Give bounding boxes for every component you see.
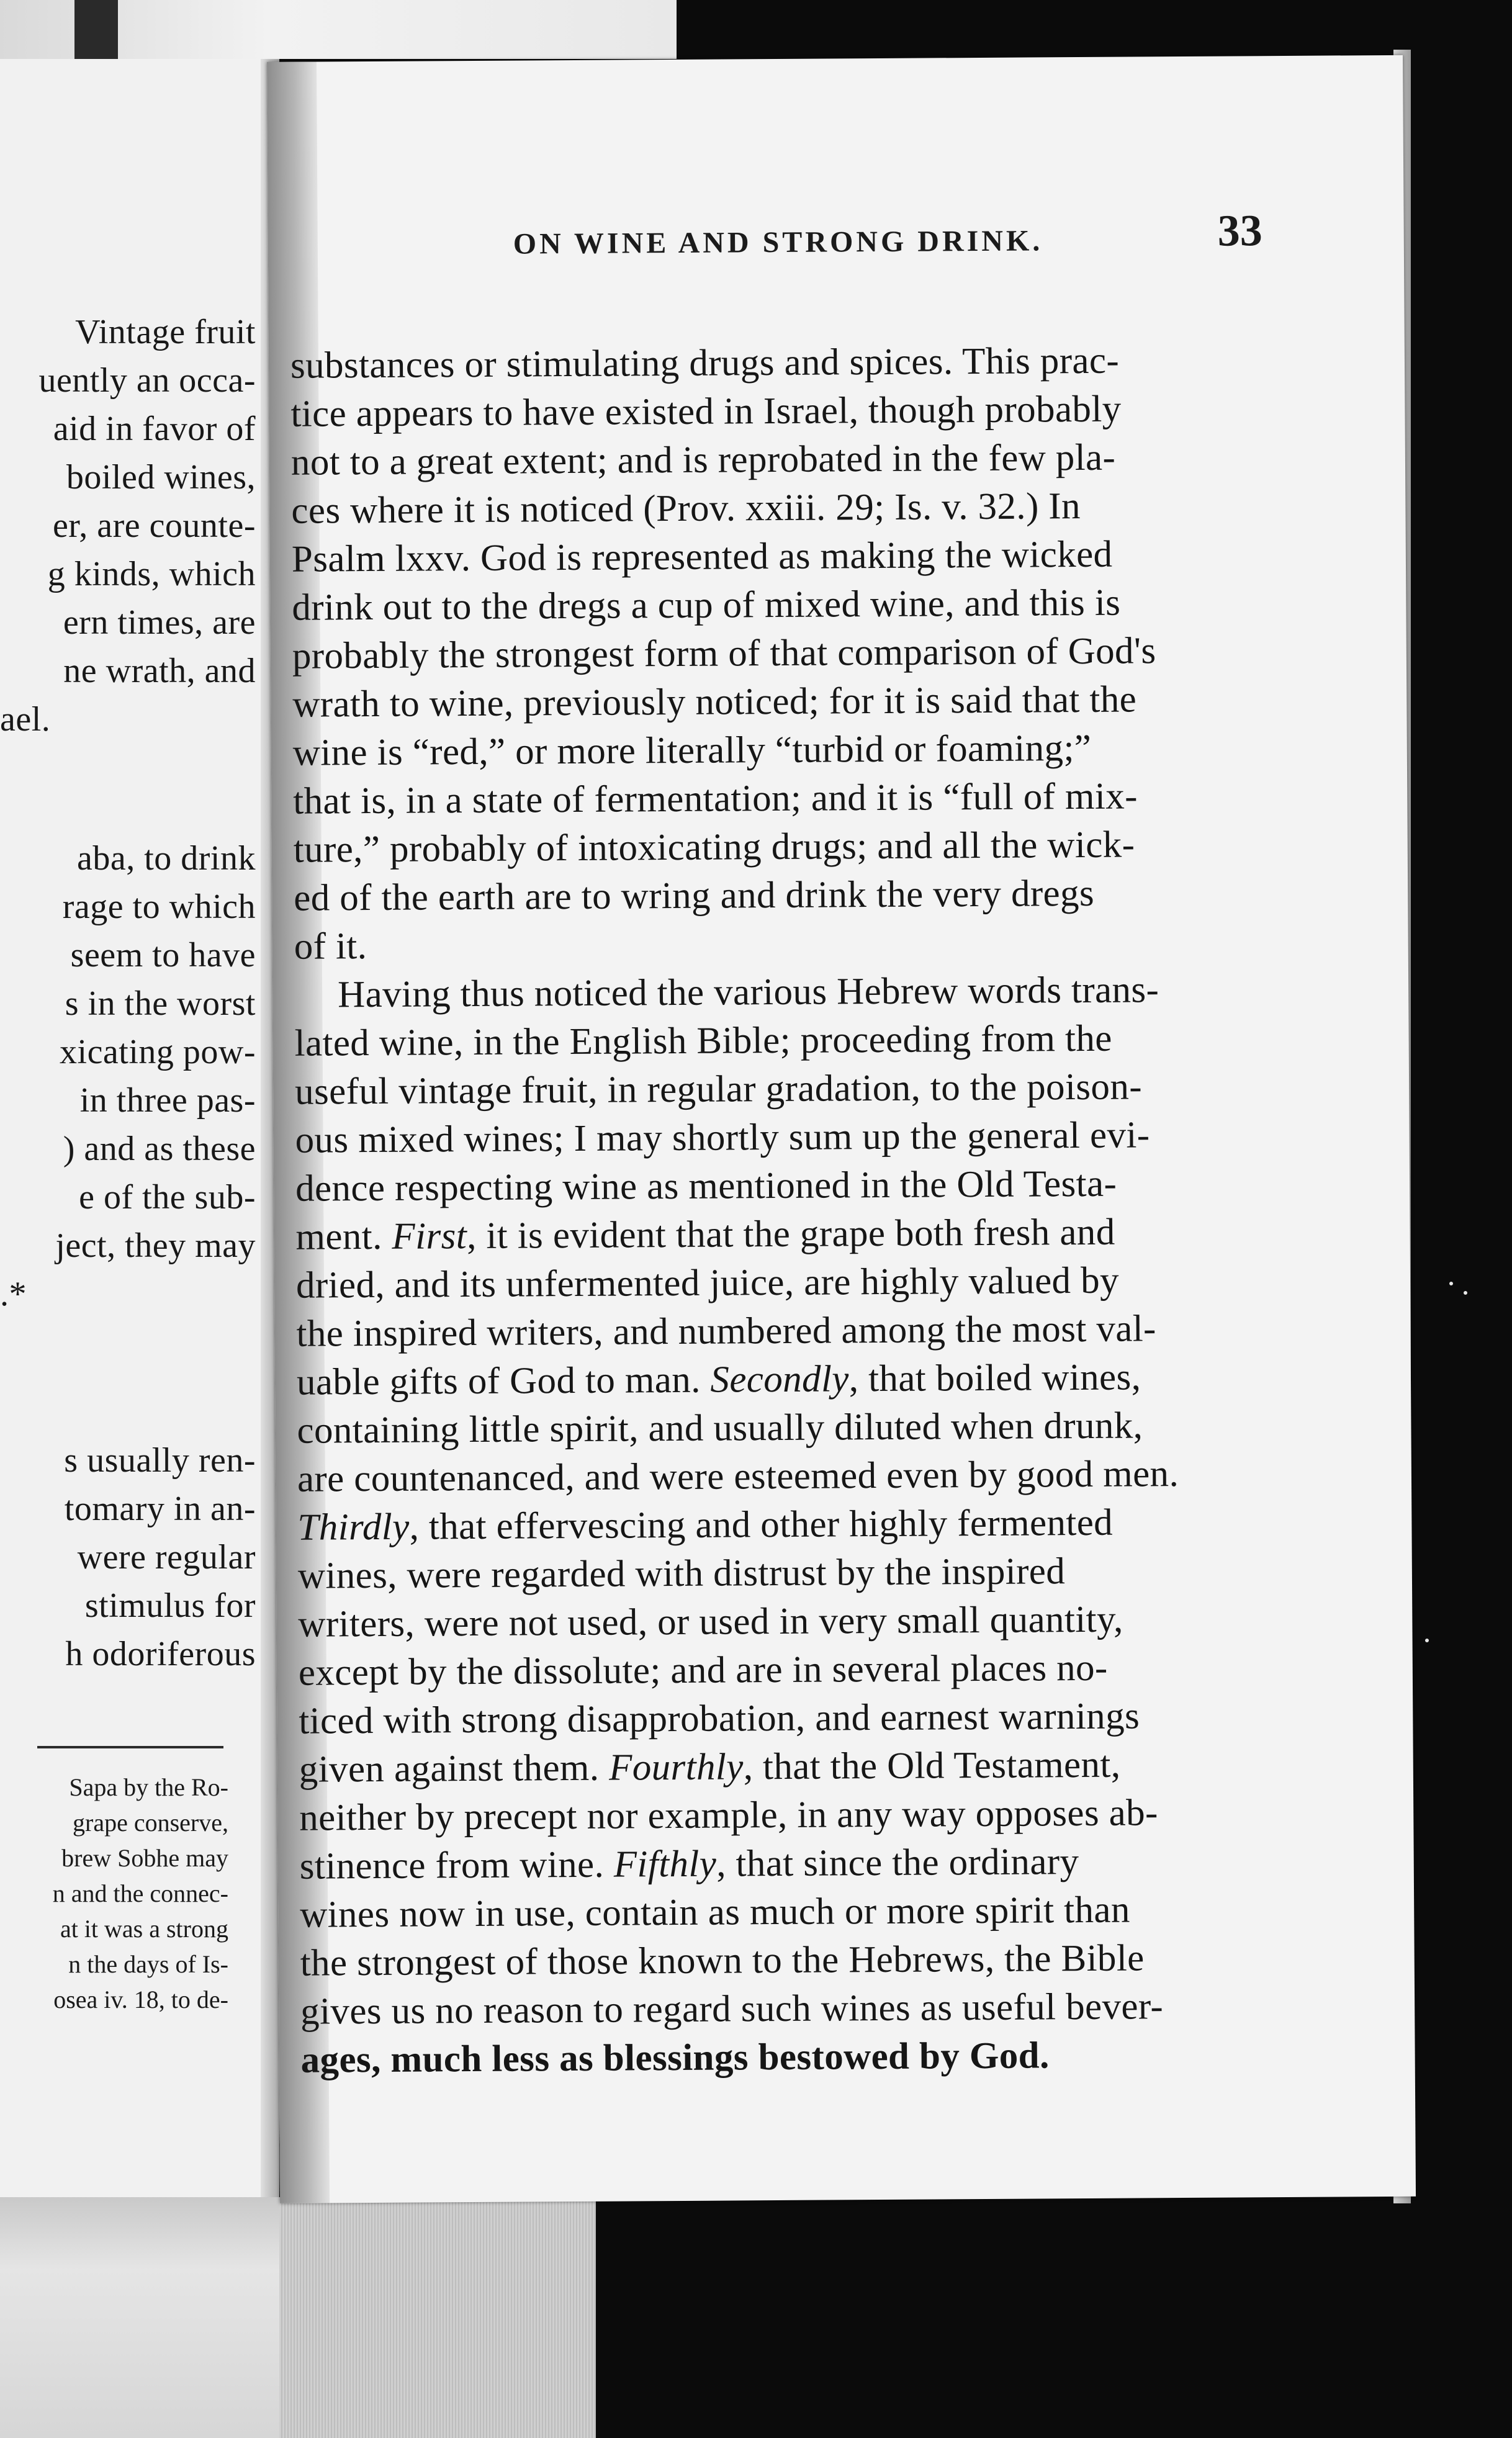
text-line: not to a great extent; and is reprobated in the few pla- xyxy=(290,436,1116,484)
text-run: stinence from wine. xyxy=(299,1843,614,1887)
text-run: , it is evident that the grape both fresh and xyxy=(466,1211,1115,1257)
text-line: tice appears to have existed in Israel, though probably xyxy=(290,388,1122,435)
left-page-line: Vintage fruit xyxy=(75,313,256,351)
left-page xyxy=(0,59,273,2197)
text-line: useful vintage fruit, in regular gradation, to the poison- xyxy=(294,1066,1143,1113)
text-line xyxy=(297,1501,1113,1550)
text-line: Psalm lxxv. God is represented as making the wicked xyxy=(291,533,1113,580)
text-line: probably the strongest form of that comparison of God's xyxy=(292,630,1156,677)
footnote-line: n the days of Is- xyxy=(68,1950,228,1978)
text-line xyxy=(299,1743,1121,1792)
text-line: wine is “red,” or more literally “turbid or foaming;” xyxy=(292,727,1092,774)
text-line: ages, much less as blessings bestowed by God. xyxy=(300,2035,1050,2081)
text-line: ed of the earth are to wring and drink the very dregs xyxy=(294,872,1095,919)
left-page-line: e of the sub- xyxy=(79,1178,256,1217)
text-line: ticed with strong disapprobation, and earnest warnings xyxy=(299,1695,1140,1742)
text-line: ture,” probably of intoxicating drugs; and all the wick- xyxy=(293,824,1135,871)
text-run: , that effervescing and other highly fermented xyxy=(409,1501,1114,1548)
text-run: , that the Old Testament, xyxy=(743,1743,1121,1788)
text-line: that is, in a state of fermentation; and it is “full of mix- xyxy=(293,775,1138,822)
text-run: ment. xyxy=(295,1215,392,1258)
text-line: drink out to the dregs a cup of mixed wine, and this is xyxy=(292,582,1121,629)
footnote-line: osea iv. 18, to de- xyxy=(53,1986,228,2013)
text-line: substances or stimulating drugs and spices. This prac- xyxy=(290,340,1120,387)
text-line: dence respecting wine as mentioned in the Old Testa- xyxy=(295,1163,1117,1210)
left-page-line: ject, they may xyxy=(55,1226,256,1265)
text-line: wines now in use, contain as much or more spirit than xyxy=(300,1889,1130,1936)
text-line: Having thus noticed the various Hebrew words trans- xyxy=(337,969,1159,1016)
binding-shadow xyxy=(74,0,118,59)
text-run: , that boiled wines, xyxy=(848,1356,1141,1400)
text-run: uable gifts of God to man. xyxy=(296,1359,711,1403)
running-head: ON WINE AND STRONG DRINK. xyxy=(513,224,1043,261)
dust-speck xyxy=(1449,1282,1453,1285)
left-page-line: tomary in an- xyxy=(64,1490,256,1528)
italic-run: Fourthly xyxy=(608,1746,744,1789)
text-line: wrath to wine, previously noticed; for it is said that the xyxy=(292,678,1137,726)
dust-speck xyxy=(1425,1639,1429,1642)
text-line: of it. xyxy=(294,925,367,968)
left-page-line: .* xyxy=(0,1275,27,1313)
text-line: dried, and its unfermented juice, are highly valued by xyxy=(295,1259,1120,1307)
left-page-line: seem to have xyxy=(70,936,256,974)
text-line: wines, were regarded with distrust by the inspired xyxy=(297,1550,1066,1597)
footnote-line: grape conserve, xyxy=(73,1809,228,1837)
left-page-line: h odoriferous xyxy=(65,1635,256,1673)
text-line: the inspired writers, and numbered among the most val- xyxy=(296,1308,1156,1355)
text-line xyxy=(295,1211,1115,1259)
text-line: except by the dissolute; and are in several places no- xyxy=(298,1647,1108,1694)
left-page-line: er, are counte- xyxy=(52,506,256,545)
left-page-line: boiled wines, xyxy=(66,458,256,497)
left-page-line: stimulus for xyxy=(84,1586,256,1625)
italic-run: Fifthly xyxy=(613,1843,717,1886)
footnote-line: Sapa by the Ro- xyxy=(69,1773,228,1801)
text-line xyxy=(297,1356,1141,1404)
left-page-line: in three pas- xyxy=(79,1081,256,1120)
left-page-line: uently an occa- xyxy=(38,361,256,400)
footnote-line: brew Sobhe may xyxy=(61,1844,228,1872)
left-page-line: aba, to drink xyxy=(77,839,256,878)
footnote-line: n and the connec- xyxy=(52,1879,228,1907)
text-run: , that since the ordinary xyxy=(716,1841,1079,1885)
left-page-line: ern times, are xyxy=(63,603,256,642)
left-page-line: s usually ren- xyxy=(64,1441,256,1480)
text-line: ous mixed wines; I may shortly sum up the general evi- xyxy=(295,1114,1150,1161)
left-page-line: ) and as these xyxy=(63,1130,256,1168)
left-page-line: xicating pow- xyxy=(60,1033,256,1071)
left-page-line: ne wrath, and xyxy=(63,652,256,690)
text-line: are countenanced, and were esteemed even by good men. xyxy=(297,1453,1179,1500)
left-page-line: aid in favor of xyxy=(53,410,256,448)
text-run: given against them. xyxy=(299,1747,610,1791)
italic-run: Secondly xyxy=(710,1358,849,1401)
footnote-rule xyxy=(37,1746,223,1748)
text-line: neither by precept nor example, in any way opposes ab- xyxy=(299,1792,1158,1839)
footnote-line: at it was a strong xyxy=(60,1915,228,1943)
body-text xyxy=(268,279,1404,2081)
left-page-line: ael. xyxy=(0,700,51,739)
left-page-line: were regular xyxy=(77,1538,256,1577)
text-line xyxy=(300,1840,1079,1889)
page-number: 33 xyxy=(1217,205,1262,256)
text-line: ces where it is noticed (Prov. xxiii. 29; Is. v. 32.) In xyxy=(291,485,1081,532)
text-line: containing little spirit, and usually diluted when drunk, xyxy=(297,1405,1143,1452)
dust-speck xyxy=(1464,1291,1467,1295)
cloth-texture xyxy=(279,2197,596,2438)
right-page xyxy=(267,55,1416,2203)
text-line: gives us no reason to regard such wines as useful bever- xyxy=(300,1986,1164,2033)
text-line: writers, were not used, or used in very small quantity, xyxy=(298,1598,1123,1645)
text-line: the strongest of those known to the Hebrews, the Bible xyxy=(300,1937,1145,1984)
text-line: lated wine, in the English Bible; proceeding from the xyxy=(294,1017,1112,1064)
left-page-line: rage to which xyxy=(62,888,256,926)
italic-run: First xyxy=(392,1215,467,1257)
left-page-line: g kinds, which xyxy=(47,555,256,593)
left-page-line: s in the worst xyxy=(65,984,256,1023)
italic-run: Thirdly xyxy=(297,1506,410,1549)
